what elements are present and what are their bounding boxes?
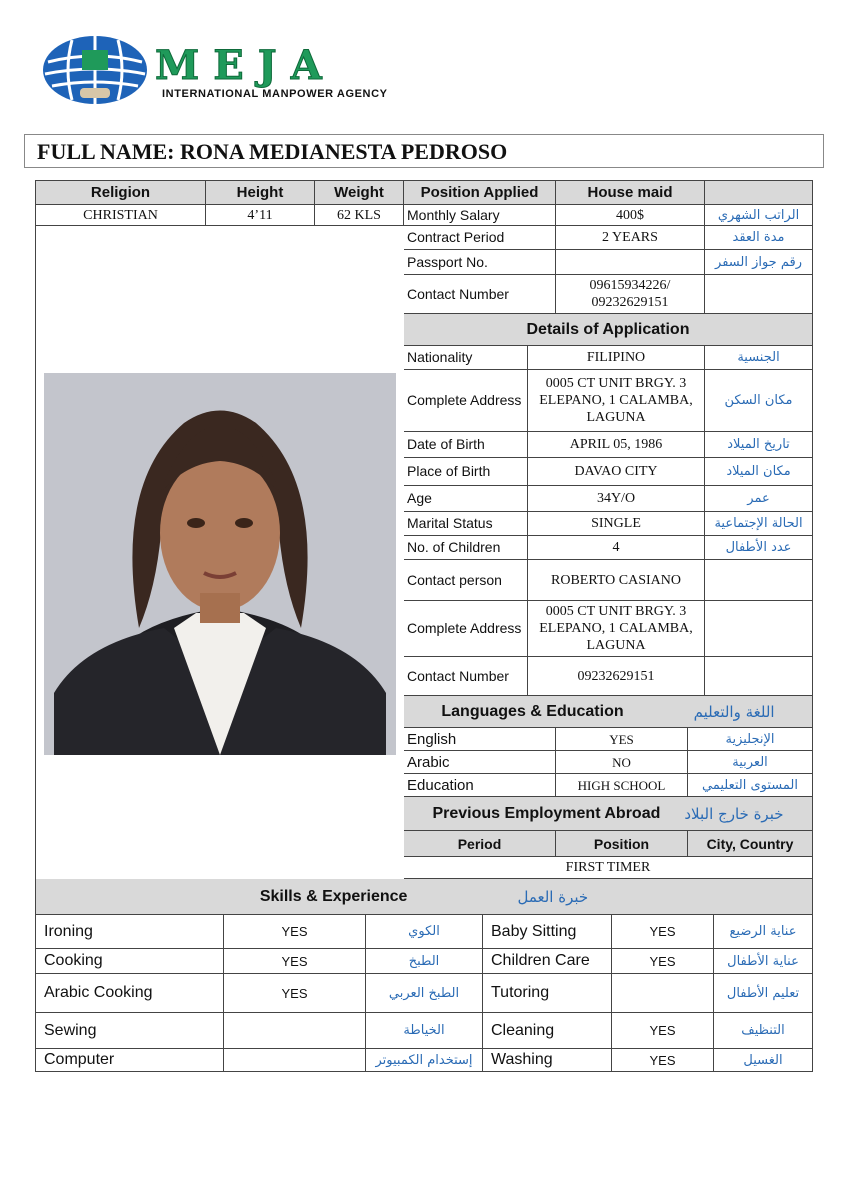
detail-label: Age xyxy=(404,486,528,512)
detail-arabic-label: مكان الميلاد xyxy=(705,458,813,486)
agency-header xyxy=(40,30,500,110)
detail-arabic-label: الجنسية xyxy=(705,346,813,370)
detail-arabic-label: عدد الأطفال xyxy=(705,536,813,560)
detail-value: 34Y/O xyxy=(528,486,705,512)
applicant-portrait-image xyxy=(44,373,396,755)
religion-value: CHRISTIAN xyxy=(36,205,206,226)
job-label: Passport No. xyxy=(404,250,556,275)
skill-arabic-label: الغسيل xyxy=(714,1049,813,1072)
detail-value: 0005 CT UNIT BRGY. 3 ELEPANO, 1 CALAMBA, LAGUNA xyxy=(528,370,705,432)
skill-value xyxy=(612,974,714,1013)
skill-arabic-label: إستخدام الكمبيوتر xyxy=(366,1049,483,1072)
job-value xyxy=(556,250,705,275)
languages-title-bar xyxy=(404,696,813,728)
detail-label: No. of Children xyxy=(404,536,528,560)
skill-label: Sewing xyxy=(36,1013,224,1049)
language-value: NO xyxy=(556,751,688,774)
skill-label: Cooking xyxy=(36,949,224,974)
detail-value: 0005 CT UNIT BRGY. 3 ELEPANO, 1 CALAMBA, LAGUNA xyxy=(528,601,705,657)
applicant-photo xyxy=(44,373,396,755)
job-arabic-label: مدة العقد xyxy=(705,226,813,250)
job-label: Contract Period xyxy=(404,226,556,250)
skill-value: YES xyxy=(224,974,366,1013)
job-arabic-label: رقم جواز السفر xyxy=(705,250,813,275)
detail-label: Complete Address xyxy=(404,601,528,657)
detail-arabic-label xyxy=(705,657,813,696)
detail-value: DAVAO CITY xyxy=(528,458,705,486)
weight-value: 62 KLS xyxy=(315,205,404,226)
detail-value: ROBERTO CASIANO xyxy=(528,560,705,601)
detail-arabic-label: عمر xyxy=(705,486,813,512)
skill-value xyxy=(224,1049,366,1072)
height-value: 4’11 xyxy=(206,205,315,226)
detail-arabic-label: مكان السكن xyxy=(705,370,813,432)
languages-title-arabic: اللغة والتعليم xyxy=(693,702,775,721)
religion-header: Religion xyxy=(36,181,206,205)
weight-header: Weight xyxy=(315,181,404,205)
skill-label: Arabic Cooking xyxy=(36,974,224,1013)
detail-value: APRIL 05, 1986 xyxy=(528,432,705,458)
skill-arabic-label: التنظيف xyxy=(714,1013,813,1049)
brand-name: MEJA xyxy=(155,42,336,89)
detail-value: SINGLE xyxy=(528,512,705,536)
skill-label: Tutoring xyxy=(483,974,612,1013)
skill-value: YES xyxy=(612,1013,714,1049)
detail-label: Date of Birth xyxy=(404,432,528,458)
employment-position-header: Position xyxy=(556,831,688,857)
detail-label: Marital Status xyxy=(404,512,528,536)
job-value: 2 YEARS xyxy=(556,226,705,250)
language-value: HIGH SCHOOL xyxy=(556,774,688,797)
skill-arabic-label: الكوي xyxy=(366,915,483,949)
agency-tagline: INTERNATIONAL MANPOWER AGENCY xyxy=(162,88,388,100)
details-title: Details of Application xyxy=(404,314,813,346)
language-value: YES xyxy=(556,728,688,751)
job-label: Monthly Salary xyxy=(404,205,556,226)
skill-value: YES xyxy=(612,949,714,974)
skill-label: Baby Sitting xyxy=(483,915,612,949)
skill-value xyxy=(224,1013,366,1049)
skill-arabic-label: الخياطة xyxy=(366,1013,483,1049)
language-arabic-label: الإنجليزية xyxy=(688,728,813,751)
skill-arabic-label: الطبخ العربي xyxy=(366,974,483,1013)
job-arabic-label xyxy=(705,275,813,314)
employment-title-bar xyxy=(404,797,813,831)
language-arabic-label: العربية xyxy=(688,751,813,774)
skill-label: Cleaning xyxy=(483,1013,612,1049)
detail-arabic-label xyxy=(705,560,813,601)
skill-arabic-label: الطبخ xyxy=(366,949,483,974)
skill-arabic-label: عناية الأطفال xyxy=(714,949,813,974)
detail-label: Nationality xyxy=(404,346,528,370)
detail-arabic-label xyxy=(705,601,813,657)
employment-title-arabic: خبرة خارج البلاد xyxy=(684,804,784,823)
employment-city-header: City, Country xyxy=(688,831,813,857)
employment-period-header: Period xyxy=(404,831,556,857)
detail-arabic-label: الحالة الإجتماعية xyxy=(705,512,813,536)
job-value: 09615934226/ 09232629151 xyxy=(556,275,705,314)
detail-label: Contact person xyxy=(404,560,528,601)
detail-arabic-label: تاريخ الميلاد xyxy=(705,432,813,458)
language-arabic-label: المستوى التعليمي xyxy=(688,774,813,797)
language-label: Education xyxy=(404,774,556,797)
full-name: FULL NAME: RONA MEDIANESTA PEDROSO xyxy=(24,134,824,168)
position-applied-header: Position Applied xyxy=(404,181,556,205)
globe-logo-icon xyxy=(40,32,150,108)
skills-title-bar xyxy=(36,879,813,915)
job-arabic-label: الراتب الشهري xyxy=(705,205,813,226)
employment-title: Previous Employment Abroad xyxy=(432,804,661,822)
skill-value: YES xyxy=(612,1049,714,1072)
detail-value: 4 xyxy=(528,536,705,560)
detail-value: 09232629151 xyxy=(528,657,705,696)
position-value: House maid xyxy=(556,181,705,205)
skill-arabic-label: تعليم الأطفال xyxy=(714,974,813,1013)
header-blank xyxy=(705,181,813,205)
skills-title: Skills & Experience xyxy=(259,887,408,905)
languages-title: Languages & Education xyxy=(441,702,624,720)
skills-title-arabic: خبرة العمل xyxy=(517,887,589,906)
detail-label: Place of Birth xyxy=(404,458,528,486)
skill-label: Ironing xyxy=(36,915,224,949)
skill-value: YES xyxy=(612,915,714,949)
job-value: 400$ xyxy=(556,205,705,226)
job-label: Contact Number xyxy=(404,275,556,314)
skill-value: YES xyxy=(224,949,366,974)
skill-label: Computer xyxy=(36,1049,224,1072)
application-form xyxy=(35,180,813,1072)
detail-label: Complete Address xyxy=(404,370,528,432)
skill-value: YES xyxy=(224,915,366,949)
height-header: Height xyxy=(206,181,315,205)
employment-note: FIRST TIMER xyxy=(404,857,813,879)
language-label: English xyxy=(404,728,556,751)
language-label: Arabic xyxy=(404,751,556,774)
skill-arabic-label: عناية الرضيع xyxy=(714,915,813,949)
skill-label: Washing xyxy=(483,1049,612,1072)
skill-label: Children Care xyxy=(483,949,612,974)
detail-label: Contact Number xyxy=(404,657,528,696)
detail-value: FILIPINO xyxy=(528,346,705,370)
